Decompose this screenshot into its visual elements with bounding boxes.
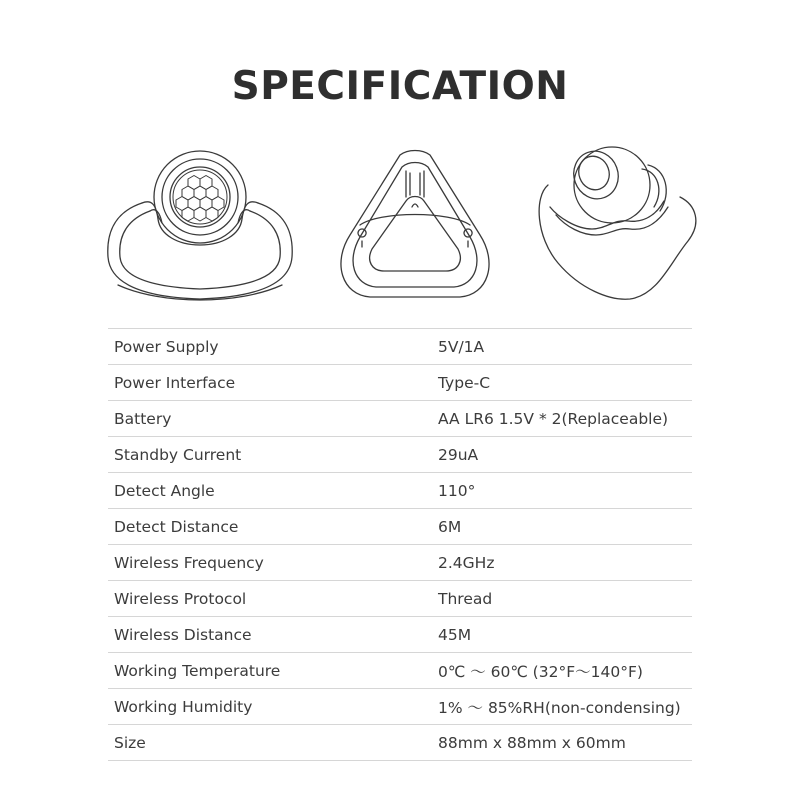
- spec-value: Type-C: [438, 365, 692, 401]
- spec-label: Battery: [108, 401, 438, 437]
- spec-label: Working Temperature: [108, 653, 438, 689]
- spec-value: 45M: [438, 617, 692, 653]
- table-row: [108, 437, 692, 473]
- spec-value: 1% ～ 85%RH(non-condensing): [438, 689, 692, 725]
- table-row: [108, 725, 692, 761]
- table-row: [108, 689, 692, 725]
- spec-value: 5V/1A: [438, 329, 692, 365]
- table-row: [108, 545, 692, 581]
- table-row: [108, 617, 692, 653]
- motion-sensor-front-icon: [100, 145, 300, 310]
- spec-value: Thread: [438, 581, 692, 617]
- table-row: [108, 473, 692, 509]
- table-row: [108, 581, 692, 617]
- spec-value: 29uA: [438, 437, 692, 473]
- spec-value: 88mm x 88mm x 60mm: [438, 725, 692, 761]
- spec-table: [108, 328, 692, 761]
- spec-label: Wireless Frequency: [108, 545, 438, 581]
- spec-label: Power Supply: [108, 329, 438, 365]
- spec-label: Standby Current: [108, 437, 438, 473]
- table-row: [108, 401, 692, 437]
- spec-label: Detect Angle: [108, 473, 438, 509]
- motion-sensor-side-icon: [530, 145, 700, 310]
- table-row: [108, 653, 692, 689]
- table-row: [108, 509, 692, 545]
- spec-value: 2.4GHz: [438, 545, 692, 581]
- motion-sensor-back-icon: [330, 145, 500, 310]
- spec-label: Power Interface: [108, 365, 438, 401]
- spec-value: 6M: [438, 509, 692, 545]
- spec-label: Size: [108, 725, 438, 761]
- table-row: [108, 329, 692, 365]
- page-title: SPECIFICATION: [231, 64, 569, 109]
- spec-label: Working Humidity: [108, 689, 438, 725]
- spec-label: Wireless Distance: [108, 617, 438, 653]
- spec-label: Wireless Protocol: [108, 581, 438, 617]
- spec-value: 0℃ ～ 60℃ (32°F～140°F): [438, 653, 692, 689]
- product-views: [100, 145, 700, 310]
- spec-label: Detect Distance: [108, 509, 438, 545]
- table-row: [108, 365, 692, 401]
- spec-value: 110°: [438, 473, 692, 509]
- spec-value: AA LR6 1.5V * 2(Replaceable): [438, 401, 692, 437]
